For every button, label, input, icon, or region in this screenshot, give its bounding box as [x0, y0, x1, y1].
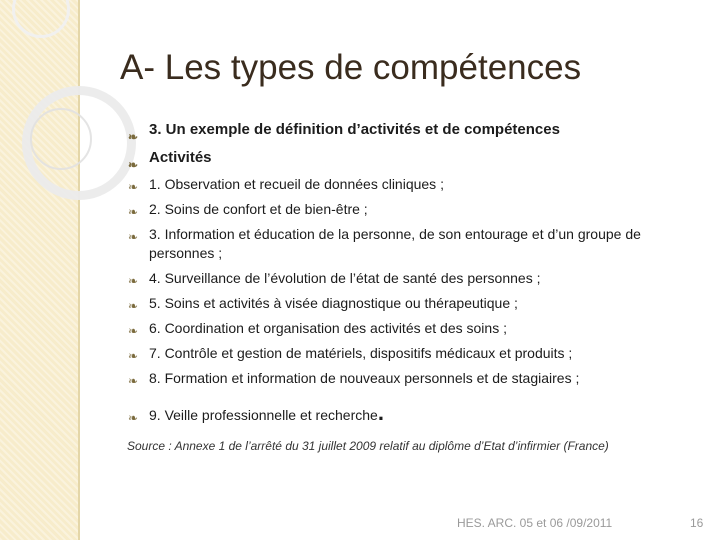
bullet-icon: ❧ [128, 130, 139, 144]
bullet-item [128, 291, 700, 316]
bullet-text: 3. Information et éducation de la personne, de son entourage et d’un groupe de personnes ; [149, 226, 641, 261]
bullet-item [128, 400, 700, 428]
footer-date: HES. ARC. 05 et 06 /09/2011 [457, 516, 613, 530]
bullet-icon: ❧ [128, 349, 139, 363]
bullet-item [128, 144, 700, 172]
source-citation: Source : Annexe 1 de l’arrêté du 31 juillet 2009 relatif au diplôme d’Etat d’infirmier (France) [127, 439, 609, 453]
bullet-text: 1. Observation et recueil de données cliniques ; [149, 176, 444, 192]
bullet-item [128, 266, 700, 291]
side-divider [78, 0, 80, 540]
bullet-period: . [377, 400, 384, 425]
bullet-text: 5. Soins et activités à visée diagnostique ou thérapeutique ; [149, 295, 518, 311]
bullet-icon: ❧ [128, 274, 139, 288]
bullet-text: 8. Formation et information de nouveaux personnels et de stagiaires ; [149, 370, 580, 386]
bullet-text: 3. Un exemple de définition d’activités et de compétences [149, 121, 560, 138]
bullet-text: 4. Surveillance de l’évolution de l’état de santé des personnes ; [149, 270, 541, 286]
bullet-item [128, 222, 700, 266]
bullet-item [128, 172, 700, 197]
bullet-text: 9. Veille professionnelle et recherche [149, 407, 378, 423]
bullet-item [128, 116, 700, 144]
bullet-text: 2. Soins de confort et de bien-être ; [149, 201, 368, 217]
bullet-item [128, 341, 700, 366]
bullet-icon: ❧ [128, 158, 139, 172]
bullet-text: 7. Contrôle et gestion de matériels, dispositifs médicaux et produits ; [149, 345, 573, 361]
bullet-list [128, 116, 700, 428]
bullet-icon: ❧ [128, 205, 139, 219]
bullet-icon: ❧ [128, 230, 139, 244]
decorative-side-band [0, 0, 78, 540]
bullet-item [128, 366, 700, 391]
bullet-item [128, 197, 700, 222]
page-number: 16 [690, 516, 704, 530]
bullet-item [128, 316, 700, 341]
bullet-icon: ❧ [128, 180, 139, 194]
bullet-text: Activités [149, 149, 212, 166]
bullet-icon: ❧ [128, 411, 139, 425]
bullet-text: 6. Coordination et organisation des activités et des soins ; [149, 320, 507, 336]
bullet-icon: ❧ [128, 299, 139, 313]
slide-title: A- Les types de compétences [120, 48, 582, 87]
bullet-icon: ❧ [128, 374, 139, 388]
bullet-icon: ❧ [128, 324, 139, 338]
